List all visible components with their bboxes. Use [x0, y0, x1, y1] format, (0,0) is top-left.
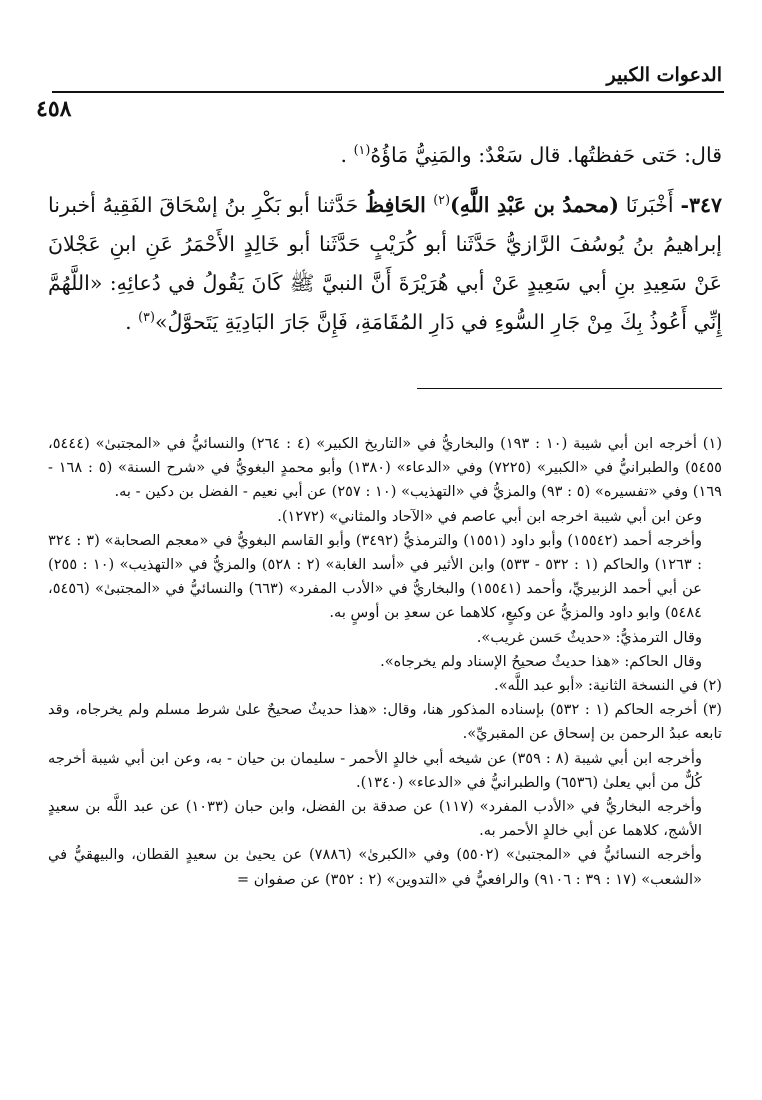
- hadith-end-period: .: [125, 310, 132, 334]
- footnote-3-continuation: وأخرجه البخاريُّ في «الأدب المفرد» (١١٧) عن صدقة بن الفضل، وابن حبان (١٠٣٣) عن عبد اللَّه بن سعيدٍ الأشج، كلاهما عن أبي خالدٍ الأحمر به.: [48, 798, 702, 840]
- narrator-title: الحَافِظُ: [365, 193, 434, 217]
- main-text-line0: قال: حَتى حَفظتُها. قال سَعْدٌ: والمَنِيُّ مَاؤُهُ: [370, 143, 722, 167]
- page-number: ٤٥٨: [36, 96, 72, 122]
- footnote-ref-2: (٢): [433, 192, 451, 208]
- footnote-1-continuation: وأخرجه أحمد (١٥٥٤٢) وأبو داود (١٥٥١) والترمذيُّ (٣٤٩٢) وأبو القاسم البغويُّ في «معجم الصحابة» (٣ : ٣٢٤ : ١٢٦٣) والحاكم (١ : ٥٣٢ - ٥٣٣) وابن الأثير في «أسد الغابة» (٢ : ٥٢٨) والمزيُّ في «التهذيب» (١٠ : ٢٥٥) عن أبي أحمد الزبيريِّ، وأحمد (١٥٥٤١) والبخاريُّ في «الأدب المفرد» (٦٦٣) والنسائيُّ في «المجتبىٰ» (٥٤٥٦، ٥٤٨٤) وابو داود والمزيُّ عن وكيعٍ، كلاهما عن سعدِ بن أوسٍ به.: [48, 531, 703, 622]
- footnote-ref-1: (١): [353, 142, 371, 158]
- hadith-text: حَدَّثنا أبو بَكْرِ بنُ إسْحَاقَ الفَقِيهُ أخبرنا إبراهيمُ بنُ يُوسُفَ الرَّازيُّ حَدَّثَنا أبو كُرَيْبٍ حَدَّثَنا أبو خَالِدٍ الأَحْمَرُ عَنِ ابنِ عَجْلانَ عَنْ سَعِيدِ بنِ أبي سَعِيدٍ عَنْ أبي هُرَيْرَةَ أَنَّ النبيَّ ﷺ كَانَ يَقُولُ في دُعائِهِ: «اللَّهُمَّ إِنِّي أَعُوذُ بِكَ مِنْ جَارِ السُّوءِ في دَارِ المُقَامَةِ، فَإِنَّ جَارَ البَادِيَةِ يَتَحوَّلُ»: [48, 193, 722, 334]
- footnote-1-continuation: وقال الترمذيُّ: «حديثٌ حَسن غريب».: [476, 628, 702, 646]
- running-title: الدعوات الكبير: [606, 64, 722, 86]
- line-end-period: .: [340, 143, 348, 167]
- main-line-end-of-previous: [48, 136, 722, 175]
- footnote-3: (٣) أخرجه الحاكم (١ : ٥٣٢) بإسناده المذكور هنا، وقال: «هذا حديثٌ صحيحٌ علىٰ شرط مسلم ولم يخرجاه، وقد تابعه عبدُ الرحمن بن إسحاق عن المقبريِّ».: [48, 701, 722, 743]
- header-rule: [52, 91, 724, 93]
- main-text: [48, 136, 722, 342]
- footnote-1-continuation: وعن ابن أبي شيبة اخرجه ابن أبي عاصم في «الآحاد والمثاني» (١٢٧٢).: [277, 507, 702, 525]
- footnotes: [48, 432, 722, 892]
- footnote-1-continuation: وقال الحاكم: «هذا حديثٌ صحيحُ الإسناد ولم يخرجاه».: [380, 652, 702, 670]
- narrator-name: (محمدُ بن عَبْدِ اللَّهِ): [450, 193, 619, 217]
- footnote-3-continuation: وأخرجه النسائيُّ في «المجتبىٰ» (٥٥٠٢) وفي «الكبرىٰ» (٧٨٨٦) عن يحيىٰ بن سعيدٍ القطان، والبيهقيُّ في «الشعب» (١٧ : ٣٩ : ٩١٠٦) والرافعيُّ في «التدوين» (٢ : ٣٥٢) عن صفوان =: [48, 846, 702, 888]
- hadith-paragraph: [48, 186, 722, 342]
- hadith-intro: أَخْبَرنَا: [618, 193, 681, 217]
- footnote-separator: [417, 388, 722, 389]
- footnote-1: (١) أخرجه ابن أبي شيبة (١٠ : ١٩٣) والبخاريُّ في «التاريخ الكبير» (٤ : ٢٦٤) والنسائيُّ في «المجتبىٰ» (٥٤٤٤، ٥٤٥٥) والطبرانيُّ في «الكبير» (٧٢٢٥) وفي «الدعاء» (١٣٨٠) وأبو محمدٍ البغويُّ في «شرح السنة» (٥ : ١٦٨ - ١٦٩) وفي «تفسيره» (٥ : ٩٣) والمزيُّ في «التهذيب» (١٠ : ٢٥٧) عن أبي نعيم - الفضل بن دكين - به.: [48, 435, 723, 501]
- footnote-2: (٢) في النسخة الثانية: «أبو عبد اللَّه».: [493, 677, 722, 695]
- hadith-number: ٣٤٧-: [680, 193, 722, 217]
- footnote-ref-3: (٣): [138, 309, 155, 325]
- footnote-3-continuation: وأخرجه ابن أبي شيبة (٨ : ٣٥٩) عن شيخه أبي خالدٍ الأحمر - سليمان بن حيان - به، وعن ابن أبي شيبة أخرجه كُلٌّ من أبي يعلىٰ (٦٥٣٦) والطبرانيُّ في «الدعاء» (١٣٤٠).: [48, 749, 703, 791]
